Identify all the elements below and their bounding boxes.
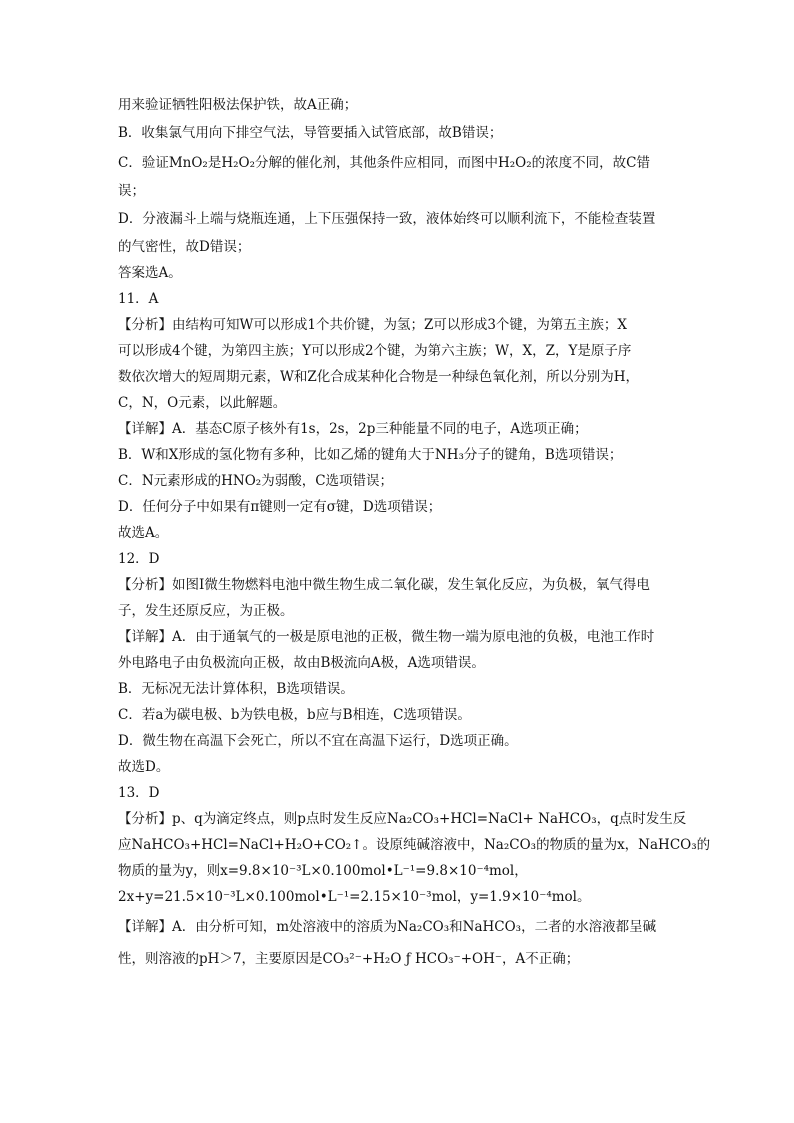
text-line: 故选A。: [118, 525, 169, 541]
text-line: C．验证MnO₂是H₂O₂分解的催化剂，其他条件应相同，而图中H₂O₂的浓度不同，故C错: [118, 155, 650, 171]
analysis-line: 【分析】p、q为滴定终点，则p点时发生反应Na₂CO₃+HCl=NaCl+ NaHCO₃，q点时发生反: [118, 811, 687, 827]
text-line: B．无标况无法计算体积，B选项错误。: [118, 681, 354, 697]
text-line: C，N，O元素，以此解题。: [118, 395, 287, 411]
detail-line: 【详解】A．基态C原子核外有1s，2s，2p三种能量不同的电子，A选项正确；: [118, 421, 588, 437]
text-line: C．N元素形成的HNO₂为弱酸，C选项错误；: [118, 473, 394, 489]
text-line: 数依次增大的短周期元素，W和Z化合成某种化合物是一种绿色氧化剂，所以分别为H，: [118, 369, 640, 385]
question-number: 13．D: [118, 785, 160, 801]
text-line: 性，则溶液的pH＞7，主要原因是CO₃²⁻+H₂O ƒ HCO₃⁻+OH⁻，A不正确；: [118, 951, 580, 967]
text-line: 用来验证牺牲阳极法保护铁，故A正确；: [118, 97, 358, 113]
question-number: 11．A: [118, 291, 159, 307]
question-number: 12．D: [118, 551, 160, 567]
detail-line: 【详解】A．由分析可知，m处溶液中的溶质为Na₂CO₃和NaHCO₃，二者的水溶液都呈碱: [118, 919, 657, 935]
text-line: 物质的量为y，则x=9.8×10⁻³L×0.100mol•L⁻¹=9.8×10⁻⁴mol，: [118, 863, 528, 879]
text-line: 故选D。: [118, 759, 170, 775]
text-line: B．W和X形成的氢化物有多种，比如乙烯的键角大于NH₃分子的键角，B选项错误；: [118, 447, 623, 463]
text-line: 应NaHCO₃+HCl=NaCl+H₂O+CO₂↑。设原纯碱溶液中，Na₂CO₃的物质的量为x，NaHCO₃的: [118, 837, 711, 853]
text-line: 答案选A。: [118, 265, 182, 281]
analysis-line: 【分析】如图Ⅰ微生物燃料电池中微生物生成二氧化碳，发生氧化反应，为负极，氧气得电: [118, 577, 650, 593]
detail-line: 【详解】A．由于通氧气的一极是原电池的正极，微生物一端为原电池的负极，电池工作时: [118, 629, 655, 645]
text-line: 子，发生还原反应，为正极。: [118, 603, 294, 619]
text-line: 2x+y=21.5×10⁻³L×0.100mol•L⁻¹=2.15×10⁻³mol，y=1.9×10⁻⁴mol。: [118, 889, 591, 905]
text-line: 可以形成4个键，为第四主族；Y可以形成2个键，为第六主族；W，X，Z，Y是原子序: [118, 343, 632, 359]
text-line: 的气密性，故D错误；: [118, 239, 251, 255]
text-line: B．收集氯气用向下排空气法，导管要插入试管底部，故B错误；: [118, 125, 503, 141]
text-line: D．微生物在高温下会死亡，所以不宜在高温下运行，D选项正确。: [118, 733, 518, 749]
text-line: D．任何分子中如果有π键则一定有σ键，D选项错误；: [118, 499, 442, 515]
text-line: C．若a为碳电极、b为铁电极，b应与B相连，C选项错误。: [118, 707, 471, 723]
text-line: 误；: [118, 183, 145, 199]
text-line: D．分液漏斗上端与烧瓶连通，上下压强保持一致，液体始终可以顺利流下，不能检查装置: [118, 211, 656, 227]
text-line: 外电路电子由负极流向正极，故由B极流向A极，A选项错误。: [118, 655, 485, 671]
document-page: [118, 92, 711, 972]
analysis-line: 【分析】由结构可知W可以形成1个共价键，为氢；Z可以形成3个键，为第五主族；X: [118, 317, 628, 333]
